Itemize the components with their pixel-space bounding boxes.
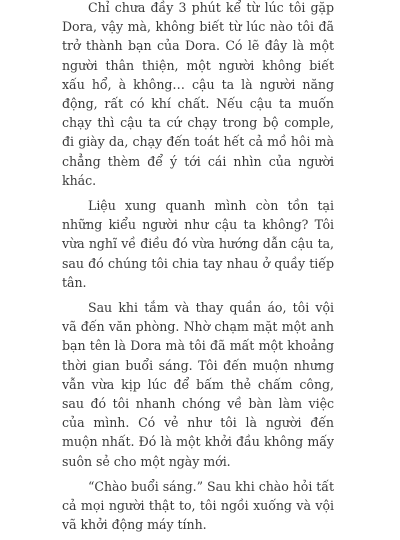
paragraph-4: “Chào buổi sáng.” Sau khi chào hỏi tất cả mọi người thật to, tôi ngồi xuống và vội vã khởi động máy tính.: [62, 478, 334, 533]
paragraph-1: Chỉ chưa đầy 3 phút kể từ lúc tôi gặp Dora, vậy mà, không biết từ lúc nào tôi đã trở thành bạn của Dora. Có lẽ đây là một người thân thiện, một người không biết xấu hổ, à không… cậu ta là người năng động, rất có khí chất. Nếu cậu ta muốn chạy thì cậu ta cứ chạy trong bộ comple, đi giày da, chạy đến toát hết cả mồ hôi mà chẳng thèm để ý tới cái nhìn của người khác.: [62, 0, 334, 188]
paragraph-3: Sau khi tắm và thay quần áo, tôi vội vã đến văn phòng. Nhờ chạm mặt một anh bạn tên là Dora mà tôi đã mất một khoảng thời gian buổi sáng. Tôi đến muộn nhưng vẫn vừa kịp lúc để bấm thẻ chấm công, sau đó tôi nhanh chóng về bàn làm việc của mình. Có vẻ như tôi là người đến muộn nhất. Đó là một khởi đầu không mấy suôn sẻ cho một ngày mới.: [62, 300, 334, 469]
paragraph-2: Liệu xung quanh mình còn tồn tại những kiểu người như cậu ta không? Tôi vừa nghĩ về điều đó vừa hướng dẫn cậu ta, sau đó chúng tôi chia tay nhau ở quầy tiếp tân.: [62, 198, 334, 290]
body-text: [62, 0, 334, 540]
